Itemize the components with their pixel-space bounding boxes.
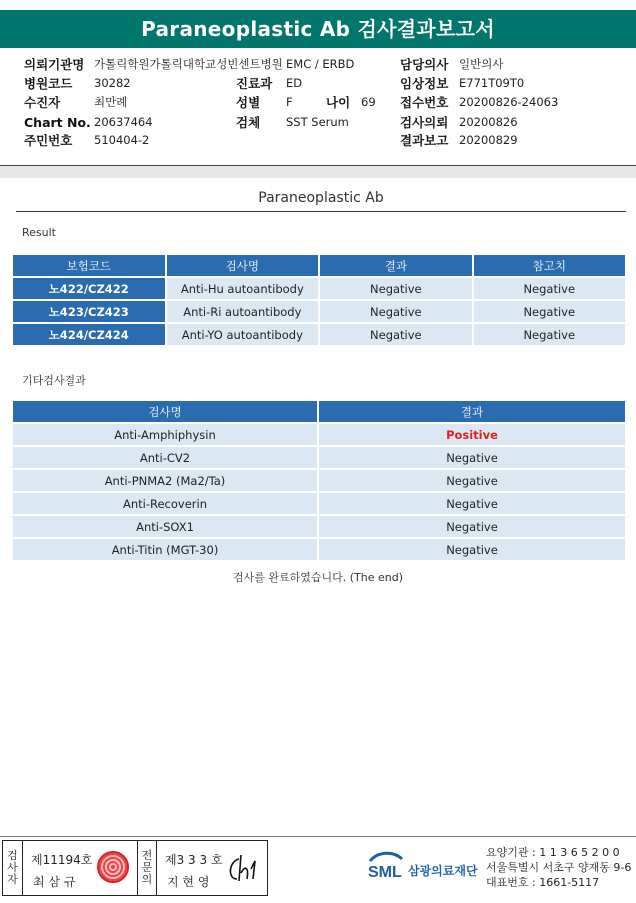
chart-value: 20637464	[94, 115, 153, 129]
org-phone: 대표번호 : 1661-5117	[486, 876, 600, 889]
header-info	[0, 52, 636, 166]
end-note: 검사를 완료하였습니다. (The end)	[232, 571, 403, 584]
other-table-header	[13, 401, 625, 422]
clinical-info-value: E771T09T0	[459, 76, 525, 90]
test-name: Anti-Amphiphysin	[13, 424, 317, 445]
table-row	[13, 470, 625, 491]
examiner-vertical-label	[3, 841, 23, 895]
insurance-code: 노422/CZ422	[13, 278, 165, 299]
specimen-value: SST Serum	[286, 115, 349, 129]
header-test-name: 검사명	[13, 401, 317, 422]
age-value: 69	[361, 95, 376, 109]
other-results-label: 기타검사결과	[22, 374, 86, 387]
footer	[0, 836, 636, 903]
institution-label: 의뢰기관명	[24, 57, 85, 72]
table-row	[13, 539, 625, 560]
clinical-info-label: 임상정보	[400, 76, 449, 91]
specialist-name: 지 현 영	[167, 875, 210, 889]
sex-value: F	[286, 95, 293, 109]
header-row-5	[0, 131, 636, 150]
examiner-char: 검	[7, 849, 18, 862]
test-name: Anti-Ri autoantibody	[167, 301, 319, 322]
examiner-char: 사	[7, 861, 18, 874]
header-row-3	[0, 93, 636, 112]
test-result: Negative	[319, 470, 625, 491]
header-row-1	[0, 55, 636, 74]
test-name: Anti-Hu autoantibody	[167, 278, 319, 299]
age-label: 나이	[326, 95, 351, 110]
department-value: EMC / ERBD	[286, 57, 355, 71]
patient-value: 최만례	[94, 95, 128, 109]
reference-value: Negative	[474, 278, 625, 299]
signature-icon	[225, 851, 265, 887]
header-row-2	[0, 74, 636, 93]
test-result: Negative	[319, 493, 625, 514]
header-test-name: 검사명	[167, 255, 319, 276]
seal-icon	[97, 851, 129, 883]
specialist-char: 전	[141, 849, 153, 862]
id-value: 510404-2	[94, 133, 150, 147]
examiner-name: 최 삼 규	[33, 875, 76, 889]
test-name: Anti-SOX1	[13, 516, 317, 537]
table-row	[13, 516, 625, 537]
table-row	[13, 447, 625, 468]
report-date-value: 20200829	[459, 133, 518, 147]
hospital-code-value: 30282	[94, 76, 131, 90]
doctor-label: 담당의사	[400, 57, 449, 72]
result-table-header	[13, 255, 625, 276]
sml-logo-icon	[366, 847, 406, 887]
receipt-value: 20200826-24063	[459, 95, 559, 109]
header-insurance-code: 보험코드	[13, 255, 165, 276]
report-date-label: 결과보고	[400, 133, 449, 148]
id-label: 주민번호	[24, 133, 73, 148]
examiner-char: 자	[7, 873, 18, 886]
doctor-value: 일반의사	[459, 57, 504, 71]
chart-label: Chart No.	[24, 115, 91, 130]
test-name: Anti-Titin (MGT-30)	[13, 539, 317, 560]
test-result: Negative	[320, 301, 471, 322]
test-result: Negative	[320, 278, 471, 299]
org-info	[486, 845, 631, 890]
header-result: 결과	[319, 401, 625, 422]
other-results-table	[11, 399, 627, 562]
test-result-positive: Positive	[319, 424, 625, 445]
hospital-code-label: 병원코드	[24, 76, 73, 91]
section-title: Paraneoplastic Ab	[16, 186, 626, 212]
org-name: 삼광의료재단	[408, 864, 478, 878]
test-result: Negative	[319, 447, 625, 468]
reference-value: Negative	[474, 301, 625, 322]
examiner-number: 제11194호	[31, 853, 93, 867]
table-row	[13, 301, 625, 322]
report-title: Paraneoplastic Ab 검사결과보고서	[0, 10, 636, 48]
org-address: 서울특별시 서초구 양재동 9-6	[486, 861, 632, 874]
specialist-number: 제3 3 3 호	[165, 853, 223, 867]
table-row	[13, 278, 625, 299]
result-table	[11, 253, 627, 347]
specimen-label: 검체	[236, 115, 261, 130]
insurance-code: 노423/CZ423	[13, 301, 165, 322]
reference-value: Negative	[474, 324, 625, 345]
dept-label: 진료과	[236, 76, 273, 91]
receipt-label: 접수번호	[400, 95, 449, 110]
test-result: Negative	[320, 324, 471, 345]
header-row-4	[0, 113, 636, 132]
test-name: Anti-PNMA2 (Ma2/Ta)	[13, 470, 317, 491]
table-row	[13, 424, 625, 445]
sex-label: 성별	[236, 95, 261, 110]
header-reference: 참고치	[474, 255, 625, 276]
request-date-label: 검사의뢰	[400, 115, 449, 130]
table-row	[13, 493, 625, 514]
test-name: Anti-Recoverin	[13, 493, 317, 514]
specialist-char: 의	[141, 873, 153, 886]
org-code: 요양기관 : 1 1 3 6 5 2 0 0	[486, 846, 620, 859]
table-row	[13, 324, 625, 345]
test-result: Negative	[319, 516, 625, 537]
institution-value: 가톨릭학원가톨릭대학교성빈센트병원	[94, 57, 283, 71]
result-label: Result	[22, 226, 56, 239]
specialist-vertical-label	[137, 841, 157, 895]
specialist-char: 문	[141, 861, 153, 874]
request-date-value: 20200826	[459, 115, 518, 129]
test-result: Negative	[319, 539, 625, 560]
patient-label: 수진자	[24, 95, 61, 110]
signature-box	[2, 840, 268, 896]
test-name: Anti-CV2	[13, 447, 317, 468]
insurance-code: 노424/CZ424	[13, 324, 165, 345]
sml-logo-text: SML	[368, 864, 402, 881]
dept-value: ED	[286, 76, 303, 90]
test-name: Anti-YO autoantibody	[167, 324, 319, 345]
header-result: 결과	[320, 255, 471, 276]
separator-band	[0, 166, 636, 178]
